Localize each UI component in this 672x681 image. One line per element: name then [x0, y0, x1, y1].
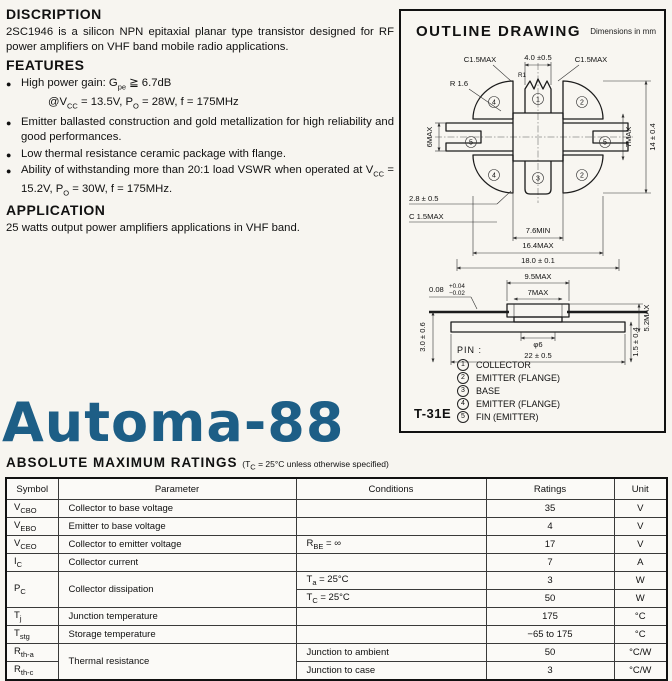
conditions-cell: [296, 572, 486, 590]
symbol-sub: j: [19, 613, 22, 623]
unit-cell: °C/W: [614, 662, 667, 681]
bullet-icon: ●: [6, 117, 12, 128]
table-row: [6, 626, 667, 644]
dim-label-52: 5.2MAX: [642, 304, 651, 332]
rating-cell: 17: [486, 536, 614, 554]
conditions-cell: [296, 626, 486, 644]
feature-subline: [21, 95, 394, 114]
symbol-sub: CBO: [20, 505, 37, 515]
dim-label-r16: R 1.6: [449, 79, 469, 88]
col-header-conditions: Conditions: [296, 478, 486, 500]
bullet-icon: ●: [6, 166, 12, 176]
parameter-cell: Junction temperature: [58, 608, 296, 626]
ratings-heading-note: [242, 459, 389, 472]
pin-legend-item: [457, 384, 560, 397]
left-column: [6, 6, 394, 238]
dimensions-note: Dimensions in mm: [590, 27, 656, 36]
parameter-cell: Emitter to base voltage: [58, 518, 296, 536]
pin-mark: 1: [536, 96, 540, 104]
package-name: T-31E: [414, 406, 452, 421]
parameter-cell: Collector current: [58, 554, 296, 572]
rating-cell: 3: [486, 662, 614, 681]
feature-sub: O: [133, 101, 139, 110]
feature-text: = 13.5V, P: [77, 95, 134, 108]
symbol-main: V: [14, 537, 21, 549]
unit-cell: V: [614, 500, 667, 518]
pin-number-icon: 3: [457, 385, 469, 397]
feature-item: [6, 115, 394, 146]
feature-text: = 30W, f = 175MHz.: [69, 182, 173, 195]
symbol-sub: CEO: [20, 541, 37, 551]
note-text: = 25°C unless otherwise specified): [255, 459, 389, 469]
bullet-icon: ●: [6, 149, 12, 160]
feature-sub: CC: [67, 101, 78, 110]
pin-mark: 2: [580, 99, 584, 107]
dim-label-180: 18.0 ± 0.1: [521, 256, 555, 265]
symbol-main: R: [14, 663, 21, 675]
outline-drawing-title: OUTLINE DRAWING: [416, 23, 581, 40]
table-row: [6, 644, 667, 662]
dim-label-164: 16.4MAX: [522, 241, 554, 250]
table-header-row: [6, 478, 667, 500]
col-header-symbol: Symbol: [6, 478, 58, 500]
symbol-cell: [6, 626, 58, 644]
ratings-heading: [6, 455, 389, 472]
parameter-cell: Collector to base voltage: [58, 500, 296, 518]
rating-cell: 50: [486, 590, 614, 608]
cond-sub: BE: [313, 541, 324, 551]
outline-drawing-panel: [399, 9, 666, 433]
dim-label-4-0: 4.0 ±0.5: [524, 53, 552, 62]
pin-label: EMITTER (FLANGE): [476, 372, 561, 383]
note-sub: C: [250, 462, 256, 472]
pin-mark: 5: [469, 139, 473, 147]
feature-text: = 15.2V, P: [21, 164, 394, 195]
symbol-sub: stg: [19, 631, 30, 641]
feature-text: Low thermal resistance ceramic package with flange.: [21, 147, 286, 160]
pin-number-icon: 5: [457, 411, 469, 423]
feature-sub: pe: [117, 82, 127, 92]
symbol-cell: [6, 536, 58, 554]
symbol-main: V: [14, 519, 21, 531]
pin-mark: 3: [536, 175, 540, 183]
dim-label-c15-left: C1.5MAX: [463, 55, 497, 64]
feature-text: Ability of withstanding more than 20:1 load VSWR when operated at V: [21, 164, 374, 176]
dim-label-7max: 7MAX: [624, 126, 633, 148]
unit-cell: °C: [614, 626, 667, 644]
application-heading: APPLICATION: [6, 201, 106, 218]
pin-legend: [457, 345, 560, 423]
unit-cell: V: [614, 536, 667, 554]
feature-sub: O: [63, 188, 70, 197]
dim-label-c15-bottom: C 1.5MAX: [409, 212, 444, 221]
cond-rest: = 25°C: [317, 591, 350, 603]
symbol-main: I: [14, 555, 17, 567]
conditions-cell: [296, 608, 486, 626]
unit-cell: W: [614, 572, 667, 590]
symbol-cell: [6, 644, 58, 662]
dim-label-95: 9.5MAX: [524, 272, 552, 281]
table-row: [6, 500, 667, 518]
table-row: [6, 536, 667, 554]
watermark-logo: Automa-88: [2, 391, 345, 454]
dim-label-76: 7.6MIN: [525, 226, 551, 235]
pin-mark: 5: [603, 139, 607, 147]
pin-mark: 4: [492, 172, 496, 180]
features-list: [6, 76, 394, 201]
dim-label-dia6: φ6: [533, 340, 543, 349]
rating-cell: 175: [486, 608, 614, 626]
symbol-sub: C: [20, 586, 26, 596]
table-row: [6, 518, 667, 536]
symbol-main: T: [14, 609, 20, 621]
symbol-sub: C: [16, 559, 23, 569]
pin-legend-item: [457, 371, 560, 384]
parameter-cell: Storage temperature: [58, 626, 296, 644]
dim-label-22: 22 ± 0.5: [524, 351, 552, 360]
description-body: 2SC1946 is a silicon NPN epitaxial planar type transistor designed for RF power amplifiers on VHF band mobile radio applications.: [6, 26, 394, 53]
pin-mark: 2: [580, 172, 584, 180]
features-heading: FEATURES: [6, 57, 85, 73]
conditions-cell: Junction to ambient: [296, 644, 486, 662]
col-header-parameter: Parameter: [58, 478, 296, 500]
dim-label-r1: R1: [518, 72, 527, 79]
cond-rest: = ∞: [323, 537, 341, 549]
dim-label-30: 3.0 ± 0.6: [418, 322, 427, 352]
table-row: [6, 554, 667, 572]
conditions-cell: [296, 554, 486, 572]
pin-label: COLLECTOR: [476, 359, 531, 370]
pin-number-icon: 2: [457, 372, 469, 384]
cond-main: T: [306, 573, 313, 585]
pin-number-icon: 4: [457, 398, 469, 410]
pin-legend-title: PIN :: [457, 345, 483, 355]
note-text: (T: [242, 459, 251, 469]
symbol-cell: [6, 518, 58, 536]
rating-cell: 7: [486, 554, 614, 572]
symbol-main: R: [14, 645, 21, 657]
dim-label-15: 1.5 ± 0.4: [631, 327, 640, 357]
parameter-cell: Collector dissipation: [58, 572, 296, 608]
bullet-icon: ●: [6, 79, 12, 89]
rating-cell: 35: [486, 500, 614, 518]
rating-cell: −65 to 175: [486, 626, 614, 644]
col-header-unit: Unit: [614, 478, 667, 500]
cond-sub: C: [312, 595, 318, 605]
conditions-cell: [296, 518, 486, 536]
symbol-main: T: [14, 627, 20, 639]
symbol-sub: EBO: [20, 523, 37, 533]
unit-cell: W: [614, 590, 667, 608]
conditions-cell: [296, 500, 486, 518]
feature-item: [6, 147, 394, 163]
pin-mark: 4: [492, 99, 496, 107]
application-body: 25 watts output power amplifiers applications in VHF band.: [6, 221, 300, 234]
conditions-cell: [296, 590, 486, 608]
pin-legend-item: [457, 397, 560, 410]
cond-rest: = 25°C: [316, 573, 349, 585]
dim-label-008: 0.08: [429, 285, 444, 294]
feature-item: [6, 76, 394, 114]
symbol-main: P: [14, 582, 21, 594]
table-row: [6, 572, 667, 590]
dim-label-c15-right: C1.5MAX: [574, 55, 608, 64]
feature-text: = 28W, f = 175MHz: [138, 95, 239, 108]
dim-label-28: 2.8 ± 0.5: [409, 194, 439, 203]
description-heading: DISCRIPTION: [6, 6, 102, 22]
symbol-cell: [6, 662, 58, 681]
symbol-sub: th-a: [20, 649, 34, 659]
symbol-cell: [6, 500, 58, 518]
rating-cell: 50: [486, 644, 614, 662]
feature-item: [6, 163, 394, 201]
dim-label-tolp: +0.04: [449, 283, 465, 290]
parameter-cell: Thermal resistance: [58, 644, 296, 681]
symbol-cell: [6, 554, 58, 572]
pin-label: FIN (EMITTER): [476, 411, 539, 422]
rating-cell: 3: [486, 572, 614, 590]
feature-text: High power gain: G: [21, 77, 118, 89]
pin-number-icon: 1: [457, 359, 469, 371]
unit-cell: °C: [614, 608, 667, 626]
dim-label-7: 7MAX: [527, 288, 549, 297]
symbol-main: V: [14, 501, 21, 513]
symbol-sub: th-c: [20, 667, 34, 677]
symbol-cell: [6, 608, 58, 626]
feature-sub: CC: [373, 169, 385, 179]
pin-label: BASE: [476, 385, 501, 396]
unit-cell: V: [614, 518, 667, 536]
feature-text: @V: [48, 95, 68, 108]
unit-cell: °C/W: [614, 644, 667, 662]
table-row: [6, 608, 667, 626]
symbol-cell: [6, 572, 58, 608]
pin-legend-item: [457, 358, 560, 371]
cond-sub: a: [312, 577, 317, 587]
parameter-cell: Collector to emitter voltage: [58, 536, 296, 554]
rating-cell: 4: [486, 518, 614, 536]
cond-main: T: [306, 591, 313, 603]
feature-text: ≧ 6.7dB: [126, 77, 172, 89]
feature-text: Emitter ballasted construction and gold metallization for high reliability and good performances.: [21, 115, 394, 143]
dim-label-6max: 6MAX: [425, 126, 434, 148]
ratings-table: [5, 477, 668, 681]
dim-label-tolm: −0.02: [449, 290, 465, 297]
unit-cell: A: [614, 554, 667, 572]
absolute-maximum-ratings-table: [5, 477, 668, 681]
ratings-heading-text: ABSOLUTE MAXIMUM RATINGS: [6, 455, 238, 470]
dim-label-14: 14 ± 0.4: [648, 123, 657, 151]
conditions-cell: Junction to case: [296, 662, 486, 681]
cond-main: R: [306, 537, 314, 549]
conditions-cell: [296, 536, 486, 554]
col-header-ratings: Ratings: [486, 478, 614, 500]
pin-label: EMITTER (FLANGE): [476, 398, 561, 409]
pin-legend-item: [457, 410, 560, 423]
